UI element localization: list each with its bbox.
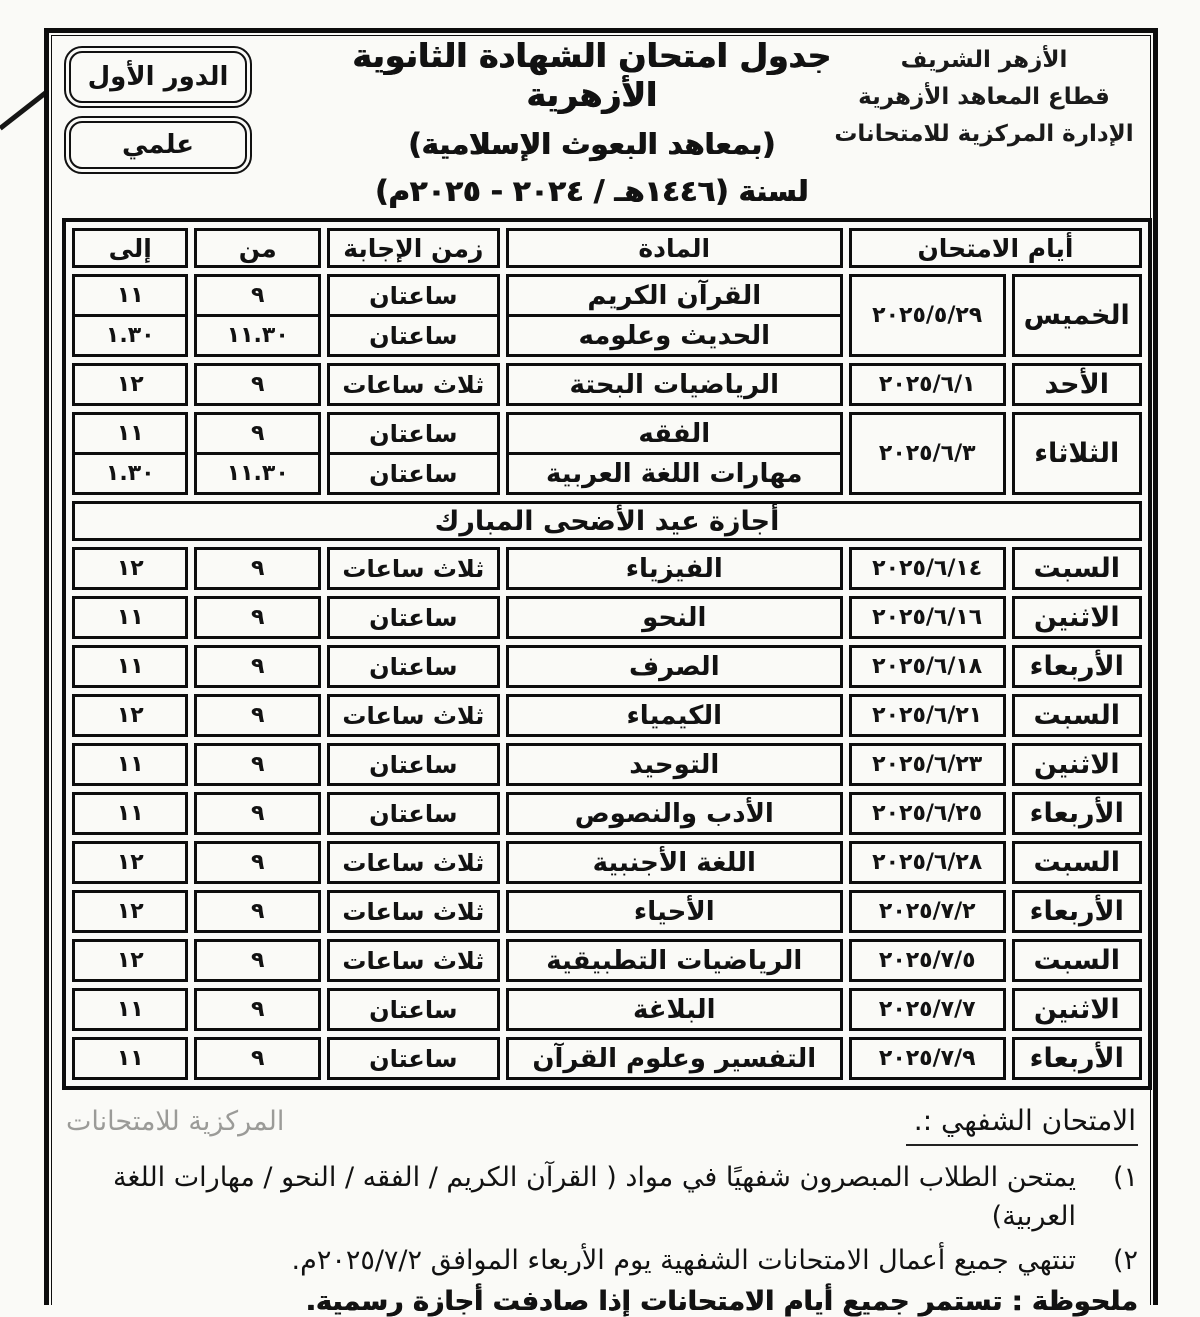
to-cell	[72, 1037, 188, 1080]
exam-row	[72, 547, 1142, 590]
duration-cell	[327, 645, 500, 688]
date-cell: ٢٠٢٥/٧/٧	[849, 988, 1006, 1031]
to-text: ١١	[116, 752, 144, 777]
footer-item-2-text: تنتهي جميع أعمال الامتحانات الشفهية يوم الأربعاء الموافق ٢٠٢٥/٧/٢م.	[291, 1245, 1076, 1277]
to-text: ١١	[116, 801, 144, 826]
date-cell: ٢٠٢٥/٦/١٦	[849, 596, 1006, 639]
date-cell: ٢٠٢٥/٦/٣	[849, 412, 1006, 495]
to-text: ١١	[116, 654, 144, 679]
duration-cell	[327, 596, 500, 639]
title-line-3: لسنة (١٤٤٦هـ / ٢٠٢٤ - ٢٠٢٥م)	[375, 174, 809, 208]
duration-cell	[327, 890, 500, 933]
to-text: ١١	[116, 605, 144, 630]
from-cell	[194, 596, 320, 639]
from-cell	[194, 988, 320, 1031]
duration-text: ثلاث ساعات	[342, 848, 485, 877]
exam-table-wrap	[62, 218, 1152, 1090]
header-exam-days: أيام الامتحان	[849, 228, 1142, 268]
header-subject: المادة	[506, 228, 843, 268]
subject-text: الأدب والنصوص	[574, 798, 774, 829]
day-cell: الاثنين	[1012, 743, 1142, 786]
exam-row	[72, 841, 1142, 884]
exam-table-body	[72, 274, 1142, 1080]
footer-note: ملحوظة : تستمر جميع أيام الامتحانات إذا صادفت أجازة رسمية.	[305, 1286, 1138, 1317]
exam-row	[72, 694, 1142, 737]
subject-cell	[506, 645, 843, 688]
from-cell	[194, 412, 320, 495]
duration-text: ساعتان	[369, 799, 458, 828]
to-cell	[72, 645, 188, 688]
to-cell	[72, 792, 188, 835]
date-cell: ٢٠٢٥/٦/٢٣	[849, 743, 1006, 786]
to-text: ١٢	[116, 948, 144, 973]
from-text: ٩	[251, 801, 265, 826]
duration-text: ساعتان	[369, 281, 458, 310]
duration-text: ساعتان	[369, 603, 458, 632]
exam-row	[72, 412, 1142, 495]
day-cell: الأربعاء	[1012, 792, 1142, 835]
duration-text: ثلاث ساعات	[342, 701, 485, 730]
duration-cell	[327, 1037, 500, 1080]
subject-cell	[506, 412, 843, 495]
exam-row	[72, 274, 1142, 357]
duration-cell	[327, 363, 500, 406]
duration-text: ساعتان	[369, 995, 458, 1024]
from-text: ١١.٣٠	[197, 314, 317, 354]
from-text: ٩	[251, 948, 265, 973]
to-cell	[72, 988, 188, 1031]
to-cell	[72, 694, 188, 737]
subject-text: اللغة الأجنبية	[592, 847, 756, 878]
header-from: من	[194, 228, 320, 268]
from-cell	[194, 743, 320, 786]
subject-cell	[506, 792, 843, 835]
day-cell: الأربعاء	[1012, 1037, 1142, 1080]
subject-cell	[506, 743, 843, 786]
subject-cell	[506, 988, 843, 1031]
day-cell: السبت	[1012, 939, 1142, 982]
to-cell	[72, 939, 188, 982]
subject-cell	[506, 841, 843, 884]
title-line-1: جدول امتحان الشهادة الثانوية الأزهرية	[352, 36, 832, 114]
from-text: ٩	[251, 605, 265, 630]
header-to: إلى	[72, 228, 188, 268]
from-cell	[194, 547, 320, 590]
from-cell	[194, 645, 320, 688]
day-cell: الاثنين	[1012, 988, 1142, 1031]
org-header	[834, 42, 1134, 152]
subject-cell	[506, 274, 843, 357]
date-cell: ٢٠٢٥/٦/١٨	[849, 645, 1006, 688]
holiday-row	[72, 501, 1142, 541]
scan-artifact-mark	[0, 91, 47, 131]
footer-item-1-number: ١)	[1112, 1162, 1138, 1193]
duration-text: ساعتان	[369, 1044, 458, 1073]
duration-cell	[327, 988, 500, 1031]
to-cell	[72, 743, 188, 786]
org-line-2: قطاع المعاهد الأزهرية	[858, 83, 1110, 110]
header-duration: زمن الإجابة	[327, 228, 500, 268]
oral-exam-heading: الامتحان الشفهي :.	[906, 1104, 1138, 1146]
from-cell	[194, 274, 320, 357]
day-cell: السبت	[1012, 694, 1142, 737]
day-cell: الأحد	[1012, 363, 1142, 406]
exam-row	[72, 596, 1142, 639]
date-cell: ٢٠٢٥/٧/٩	[849, 1037, 1006, 1080]
subject-text: الصرف	[628, 651, 720, 682]
exam-row	[72, 743, 1142, 786]
from-cell	[194, 1037, 320, 1080]
to-cell	[72, 547, 188, 590]
date-cell: ٢٠٢٥/٦/٢١	[849, 694, 1006, 737]
from-text: ٩	[251, 556, 265, 581]
day-cell: الثلاثاء	[1012, 412, 1142, 495]
subject-text: الأحياء	[633, 896, 715, 927]
duration-cell	[327, 547, 500, 590]
exam-row	[72, 988, 1142, 1031]
to-text: ١٢	[116, 703, 144, 728]
date-cell: ٢٠٢٥/٧/٥	[849, 939, 1006, 982]
footer-section	[70, 1104, 1138, 1317]
subject-cell	[506, 547, 843, 590]
to-text: ١١	[116, 997, 144, 1022]
to-cell	[72, 363, 188, 406]
subject-text: البلاغة	[632, 994, 716, 1025]
subject-text: التوحيد	[629, 749, 720, 780]
badge-exam-round	[64, 46, 252, 108]
duration-text: ثلاث ساعات	[342, 946, 485, 975]
badge-track-label: علمي	[121, 130, 195, 160]
day-cell: الأربعاء	[1012, 645, 1142, 688]
holiday-cell: أجازة عيد الأضحى المبارك	[72, 501, 1142, 541]
subject-cell	[506, 890, 843, 933]
duration-cell	[327, 939, 500, 982]
duration-cell	[327, 274, 500, 357]
from-text: ٩	[251, 850, 265, 875]
from-cell	[194, 792, 320, 835]
exam-row	[72, 792, 1142, 835]
page-title	[332, 36, 852, 208]
duration-cell	[327, 412, 500, 495]
from-text: ٩	[251, 899, 265, 924]
duration-cell	[327, 694, 500, 737]
subject-text: النحو	[642, 602, 707, 633]
subject-text: الفقه	[638, 418, 711, 449]
to-text: ١١	[116, 421, 144, 446]
duration-cell	[327, 792, 500, 835]
duration-text: ساعتان	[330, 314, 497, 354]
footer-item-2	[70, 1241, 1138, 1280]
to-text: ١.٣٠	[75, 314, 185, 354]
from-text: ٩	[251, 283, 265, 308]
day-cell: السبت	[1012, 841, 1142, 884]
org-line-3: الإدارة المركزية للامتحانات	[834, 120, 1134, 147]
title-line-2: (بمعاهد البعوث الإسلامية)	[408, 127, 776, 161]
day-cell: الأربعاء	[1012, 890, 1142, 933]
day-cell: السبت	[1012, 547, 1142, 590]
to-cell	[72, 412, 188, 495]
from-text: ٩	[251, 421, 265, 446]
to-cell	[72, 841, 188, 884]
subject-text: القرآن الكريم	[587, 280, 762, 311]
from-cell	[194, 841, 320, 884]
from-text: ٩	[251, 654, 265, 679]
from-cell	[194, 694, 320, 737]
date-cell: ٢٠٢٥/٦/٢٥	[849, 792, 1006, 835]
to-text: ١١	[116, 283, 144, 308]
subject-cell	[506, 363, 843, 406]
duration-text: ساعتان	[330, 452, 497, 492]
exam-schedule-table	[62, 218, 1152, 1090]
to-text: ١.٣٠	[75, 452, 185, 492]
to-text: ١٢	[116, 899, 144, 924]
from-text: ٩	[251, 1046, 265, 1071]
footer-item-1-text: يمتحن الطلاب المبصرون شفهيًا في مواد ( القرآن الكريم / الفقه / النحو / مهارات اللغة العربية)	[113, 1162, 1076, 1233]
from-cell	[194, 890, 320, 933]
table-header-row	[72, 228, 1142, 268]
date-cell: ٢٠٢٥/٦/٢٨	[849, 841, 1006, 884]
subject-text: الكيمياء	[626, 700, 723, 731]
from-text: ١١.٣٠	[197, 452, 317, 492]
exam-row	[72, 1037, 1142, 1080]
subject-text: التفسير وعلوم القرآن	[532, 1043, 817, 1074]
footer-item-2-number: ٢)	[1112, 1245, 1138, 1277]
duration-text: ساعتان	[369, 750, 458, 779]
to-cell	[72, 274, 188, 357]
exam-row	[72, 645, 1142, 688]
subject-text: الرياضيات التطبيقية	[546, 945, 803, 976]
from-text: ٩	[251, 372, 265, 397]
subject-cell	[506, 596, 843, 639]
badge-exam-round-label: الدور الأول	[87, 62, 229, 92]
to-text: ١٢	[116, 372, 144, 397]
subject-text: الرياضيات البحتة	[569, 369, 779, 400]
from-text: ٩	[251, 703, 265, 728]
duration-text: ثلاث ساعات	[342, 370, 485, 399]
day-cell: الخميس	[1012, 274, 1142, 357]
to-text: ١٢	[116, 850, 144, 875]
exam-row	[72, 939, 1142, 982]
to-text: ١٢	[116, 556, 144, 581]
duration-cell	[327, 841, 500, 884]
from-cell	[194, 363, 320, 406]
from-text: ٩	[251, 752, 265, 777]
date-cell: ٢٠٢٥/٥/٢٩	[849, 274, 1006, 357]
exam-row	[72, 890, 1142, 933]
day-cell: الاثنين	[1012, 596, 1142, 639]
duration-text: ساعتان	[369, 419, 458, 448]
duration-text: ثلاث ساعات	[342, 554, 485, 583]
duration-cell	[327, 743, 500, 786]
subject-text: الحديث وعلومه	[509, 314, 840, 354]
date-cell: ٢٠٢٥/٧/٢	[849, 890, 1006, 933]
to-text: ١١	[116, 1046, 144, 1071]
from-text: ٩	[251, 997, 265, 1022]
exam-row	[72, 363, 1142, 406]
date-cell: ٢٠٢٥/٦/١	[849, 363, 1006, 406]
subject-cell	[506, 1037, 843, 1080]
footer-item-1	[70, 1158, 1138, 1236]
subject-cell	[506, 939, 843, 982]
subject-text: مهارات اللغة العربية	[509, 452, 840, 492]
duration-text: ثلاث ساعات	[342, 897, 485, 926]
org-line-1: الأزهر الشريف	[900, 47, 1068, 73]
subject-cell	[506, 694, 843, 737]
to-cell	[72, 596, 188, 639]
subject-text: الفيزياء	[625, 553, 723, 584]
watermark-stamp-text: المركزية للامتحانات	[66, 1106, 285, 1137]
from-cell	[194, 939, 320, 982]
date-cell: ٢٠٢٥/٦/١٤	[849, 547, 1006, 590]
badge-track	[64, 116, 252, 174]
to-cell	[72, 890, 188, 933]
duration-text: ساعتان	[369, 652, 458, 681]
